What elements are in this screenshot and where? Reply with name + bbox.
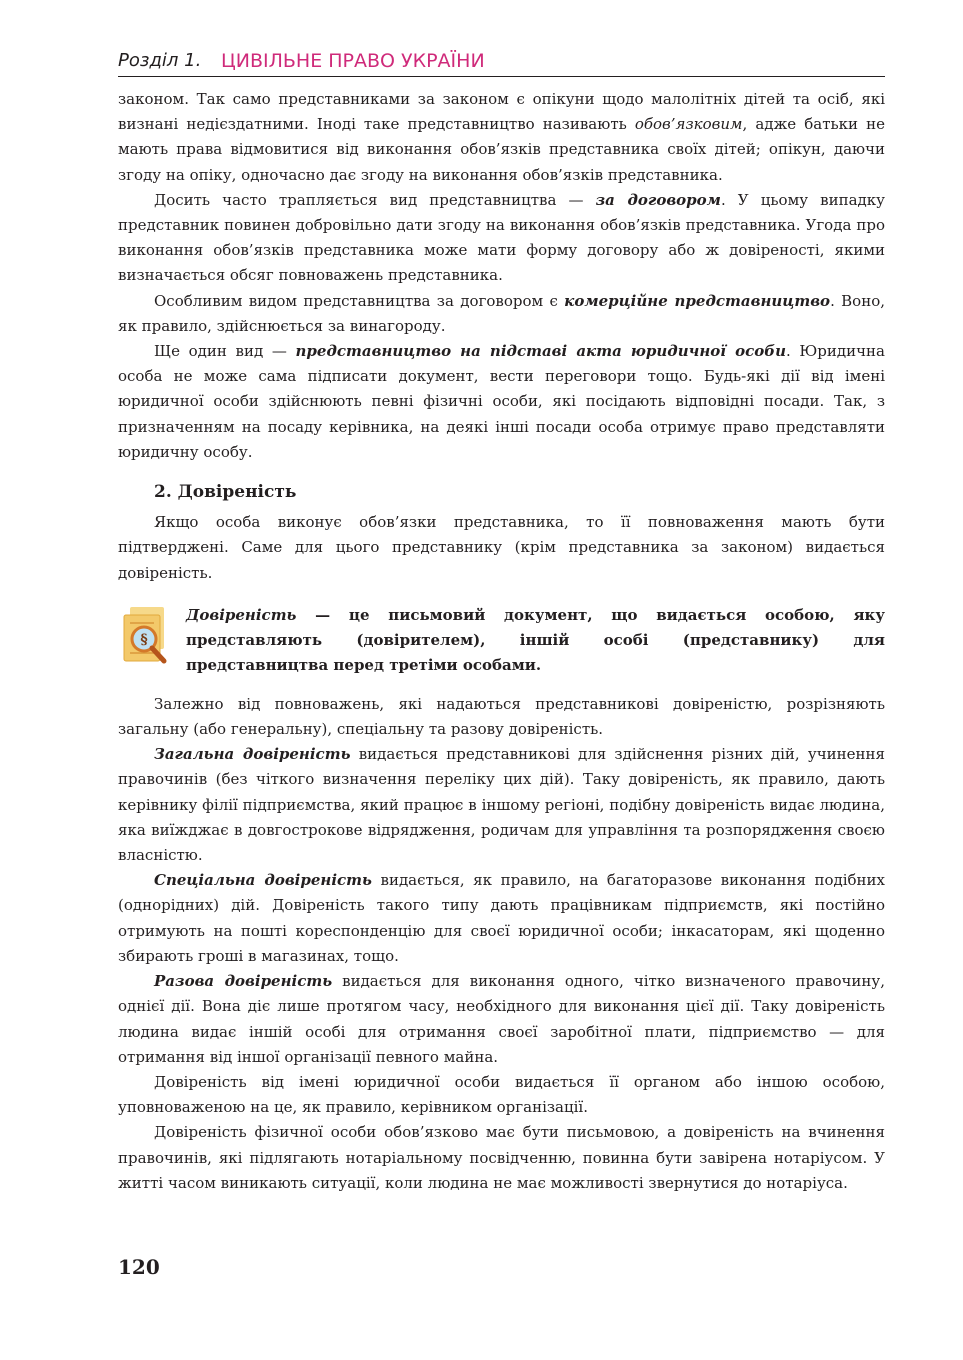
paragraph: Довіреність фізичної особи обов’язково має бути письмовою, а довіреність на вчинення правочинів, які підлягають нотаріальному посвідченню, повинна бути завірена нотаріусом. У житті часом виникають ситуації, коли людина не має можливості звернутися до нотаріуса. xyxy=(118,1123,885,1192)
paragraph xyxy=(118,969,885,1070)
bold-italic-term: Спеціальна довіреність xyxy=(154,871,372,890)
section-sign: § xyxy=(140,631,148,648)
section-label: Розділ 1. xyxy=(118,50,202,71)
bold-italic-term: за договором xyxy=(595,190,721,209)
text-run: Особливим видом представництва за договором є xyxy=(154,291,565,310)
chapter-title: ЦИВІЛЬНЕ ПРАВО УКРАЇНИ xyxy=(221,50,485,72)
text-run: Ще один вид — xyxy=(154,342,296,361)
text-run: видається представникові для здійснення різних дій, учинення правочинів (без чіткого визначення переліку цих дій). Таку довіреність, як правило, дають керівнику філії підприємства, який працює в іншому регіоні, подібну довіреність видає людина, яка виїжджає в довгострокове відрядження, родичам для управління та розпорядження своєю власністю. xyxy=(118,745,885,865)
text-run: видається для виконання одного, чітко визначеного правочину, однієї дії. Вона діє лише протягом часу, необхідного для виконання цієї дії. Таку довіреність людина видає іншій особі для отримання своєї заробітної плати, підприємство — для отримання від іншої організації певного майна. xyxy=(118,972,886,1066)
paragraph xyxy=(118,87,885,188)
paragraph xyxy=(118,289,885,339)
section-heading: 2. Довіреність xyxy=(154,482,297,503)
italic-term: обов’язковим xyxy=(634,115,743,134)
paragraph: Довіреність від імені юридичної особи видається її органом або іншою особою, уповноваженою на це, як правило, керівником організації. xyxy=(118,1072,885,1117)
paragraph xyxy=(118,339,885,465)
text-run: . У цьому випадку представник повинен добровільно дати згоду на виконання обов’язків представника. Угода про виконання обов’язків представника може мати форму договору або ж довіреності, якими визначається обсяг повноважень представника. xyxy=(118,190,885,285)
bold-italic-term: Загальна довіреність xyxy=(154,745,351,764)
paragraph: Якщо особа виконує обов’язки представника, то її повноваження мають бути підтверджені. Саме для цього представнику (крім представника за законом) видається довіреність. xyxy=(118,513,885,582)
running-header xyxy=(118,48,885,77)
text-run: . Юридична особа не може сама підписати документ, вести переговори тощо. Будь-які дії від імені юридичної особи здійснюють певні фізичні особи, які посідають відповідні посади. Так, з призначенням на посаду керівника, на деякі інші посади особа отримує право представляти юридичну особу. xyxy=(118,342,885,461)
definition-body: — це письмовий документ, що видається особою, яку представляють (довірителем), іншій особі (представнику) для представництва перед третіми особами. xyxy=(186,605,885,675)
bold-italic-term: представництво на підставі акта юридичної особи xyxy=(295,342,786,361)
bold-italic-term: Разова довіреність xyxy=(154,972,333,991)
definition-text xyxy=(186,603,885,679)
paragraph: Залежно від повноважень, які надаються представникові довіреністю, розрізняють загальну (або генеральну), спеціальну та разову довіреність. xyxy=(118,694,885,739)
bold-italic-term: комерційне представництво xyxy=(564,291,831,310)
text-run: . Воно, як правило, здійснюється за винагороду. xyxy=(118,291,885,335)
legal-document-magnifier-icon xyxy=(120,605,176,667)
text-run: видається, як правило, на багаторазове виконання подібних (однорідних) дій. Довіреність такого типу дають працівникам підприємств, які постійно отримують на пошті кореспонденцію для своєї юридичної особи; інкасаторам, які щоденно збирають гроші в магазинах, тощо. xyxy=(118,871,886,965)
paragraph xyxy=(118,188,885,289)
page-body xyxy=(118,87,885,1196)
definition-term: Довіреність xyxy=(186,605,297,624)
definition-box xyxy=(118,603,885,679)
text-run: , адже батьки не мають права відмовитися від виконання обов’язків представника своїх дітей; опікун, даючи згоду на опіку, одночасно дає згоду на виконання обов’язків представника. xyxy=(118,115,885,184)
page-number: 120 xyxy=(118,1255,160,1279)
text-run: законом. Так само представниками за законом є опікуни щодо малолітніх дітей та осіб, які визнані недієздатними. Іноді таке представництво називають xyxy=(118,90,885,134)
paragraph xyxy=(118,742,885,868)
paragraph xyxy=(118,868,885,969)
text-run: Досить часто трапляється вид представництва — xyxy=(154,190,596,209)
